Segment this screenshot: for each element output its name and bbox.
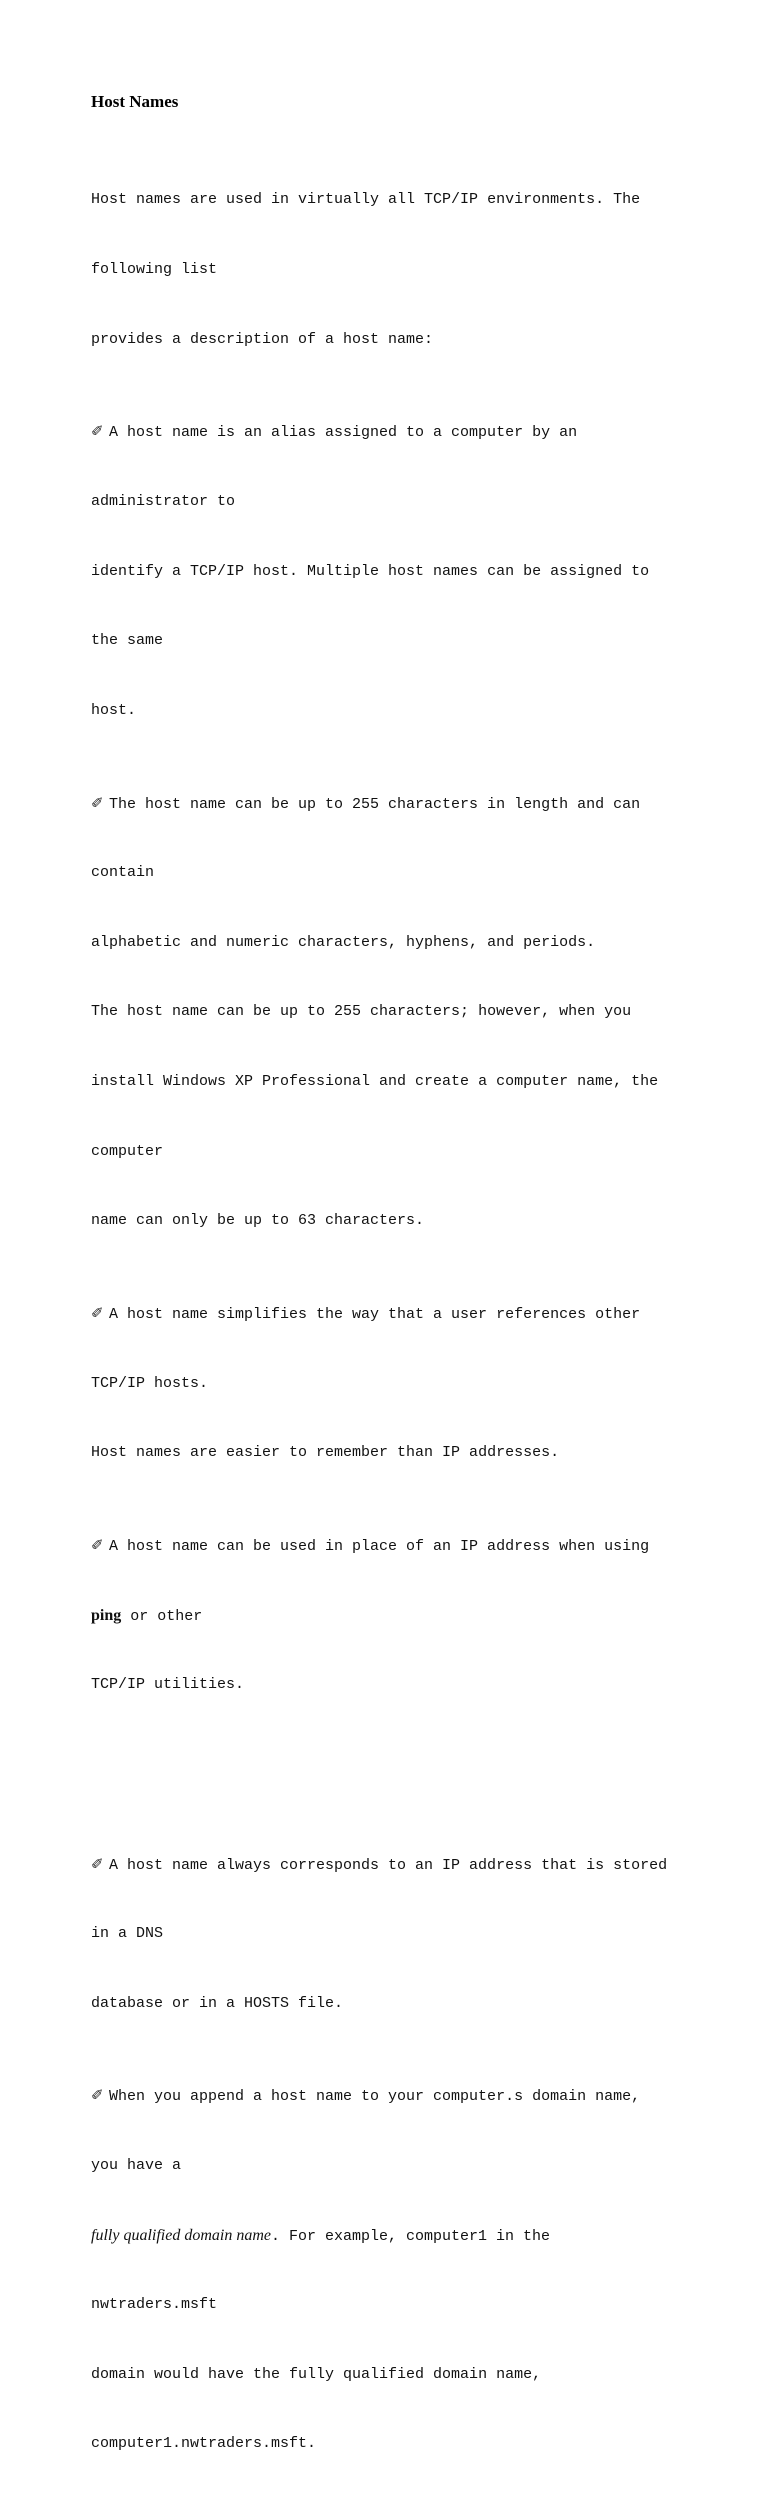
text-line: following list <box>91 261 218 278</box>
pencil-icon: ✐ <box>91 422 104 441</box>
text-line: you have a <box>91 2157 182 2175</box>
bullet-text: When you append a host name to your computer.s domain name, <box>109 2088 641 2106</box>
text-line: contain <box>91 864 155 882</box>
bullet-line <box>91 1853 691 1876</box>
bullet-text: A host name simplifies the way that a user references other <box>109 1305 641 1323</box>
text-line: Host names are used in virtually all TCP/IP environments. The <box>91 191 641 209</box>
text-line: the same <box>91 632 164 650</box>
bullet-text: A host name can be used in place of an IP address when using <box>109 1537 650 1555</box>
text-line <box>91 2224 691 2247</box>
text-line: name can only be up to 63 characters. <box>91 1212 425 1230</box>
text-line: domain would have the fully qualified domain name, <box>91 2365 542 2383</box>
pencil-icon: ✐ <box>91 2086 104 2105</box>
bullet-text: The host name can be up to 255 characters in length and can <box>109 795 641 813</box>
pencil-icon: ✐ <box>91 1854 104 1873</box>
text-line: alphabetic and numeric characters, hyphens, and periods. <box>91 933 596 951</box>
text-line: administrator to <box>91 492 236 510</box>
text-line: nwtraders.msft <box>91 2296 218 2314</box>
bullet-text: A host name always corresponds to an IP address that is stored <box>109 1856 668 1874</box>
paragraph-gap <box>91 1766 691 1783</box>
pencil-icon: ✐ <box>91 1303 104 1322</box>
document-body <box>91 142 691 2502</box>
text-line: TCP/IP hosts. <box>91 1374 209 1392</box>
bullet-line <box>91 420 691 443</box>
text-line: database or in a HOSTS file. <box>91 1994 344 2012</box>
text-line: in a DNS <box>91 1925 164 1943</box>
text-fragment: or other <box>121 1607 203 1625</box>
text-line <box>91 1604 691 1627</box>
text-line: install Windows XP Professional and create a computer name, the <box>91 1072 659 1090</box>
text-fragment: . For example, computer1 in the <box>270 2227 551 2245</box>
bullet-text: A host name is an alias assigned to a computer by an <box>109 424 578 442</box>
page-title: Host Names <box>91 92 179 111</box>
document-page <box>91 91 691 2502</box>
text-line: TCP/IP utilities. <box>91 1676 245 1694</box>
bullet-line <box>91 1534 691 1557</box>
text-line: computer <box>91 1142 164 1160</box>
text-line: provides a description of a host name: <box>91 330 434 348</box>
text-line: Host names are easier to remember than IP addresses. <box>91 1444 560 1462</box>
text-line: host. <box>91 701 137 719</box>
bullet-line <box>91 2084 691 2107</box>
bullet-line <box>91 792 691 815</box>
pencil-icon: ✐ <box>91 793 104 812</box>
bullet-line <box>91 1302 691 1325</box>
text-line: The host name can be up to 255 characters; however, when you <box>91 1003 632 1021</box>
text-line: computer1.nwtraders.msft. <box>91 2435 317 2453</box>
pencil-icon: ✐ <box>91 1535 104 1554</box>
text-line: identify a TCP/IP host. Multiple host names can be assigned to <box>91 562 650 580</box>
fqdn-term: fully qualified domain name <box>91 2226 271 2244</box>
ping-command: ping <box>91 1606 122 1624</box>
